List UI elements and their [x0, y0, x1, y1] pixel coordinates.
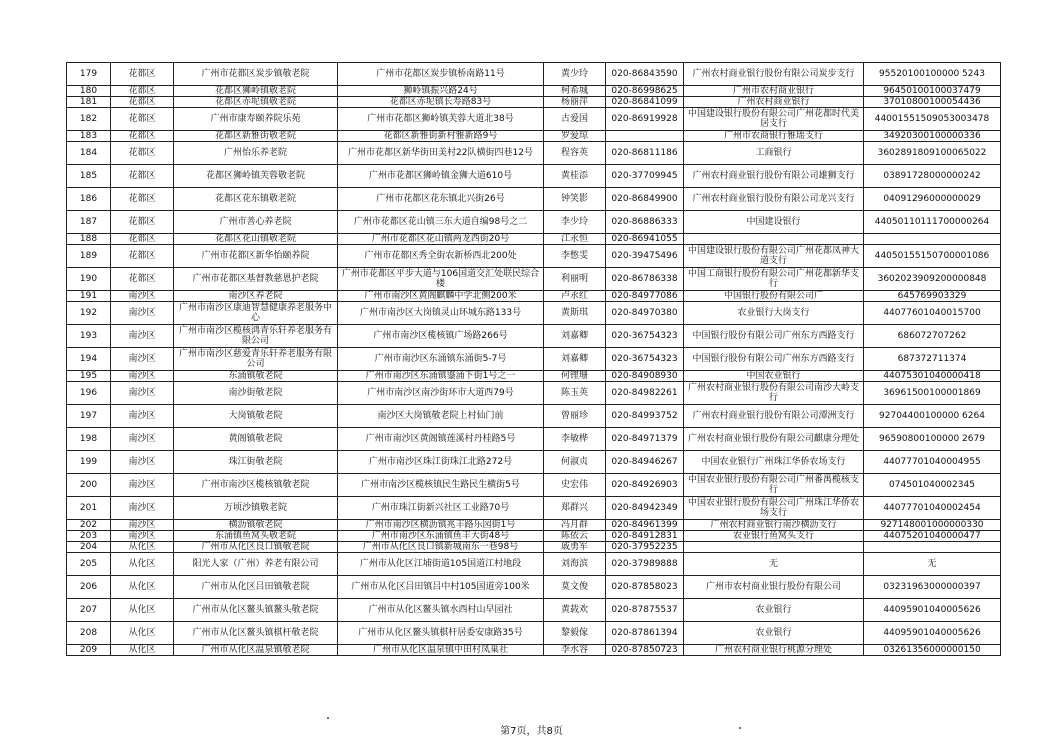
bank-cell: 广州农村商业银行股份有限公司麒康分理处 [684, 428, 864, 451]
phone-cell: 020-86811186 [606, 142, 684, 165]
table-body [67, 63, 1001, 656]
bank-cell: 工商银行 [684, 142, 864, 165]
scan-speck [327, 717, 329, 719]
facility-name-cell: 广州市南沙区康迪智慧健康养老服务中心 [174, 302, 338, 325]
district-cell: 从化区 [111, 576, 174, 599]
address-cell: 广州市花都区花山镇两龙西街20号 [338, 234, 544, 245]
table-row [67, 542, 1001, 553]
phone-cell: 020-84912831 [606, 531, 684, 542]
row-number: 181 [67, 97, 111, 108]
district-cell: 南沙区 [111, 405, 174, 428]
account-cell: 03891728000000242 [864, 165, 1001, 188]
bank-cell: 中国银行股份有限公司广州东方西路支行 [684, 325, 864, 348]
account-cell: 3602023909200000848 [864, 268, 1001, 291]
bank-cell: 中国农业银行股份有限公司广州珠江华侨农场支行 [684, 497, 864, 520]
row-number: 208 [67, 622, 111, 645]
account-cell: 92704400100000 6264 [864, 405, 1001, 428]
address-cell: 南沙区大岗镇敬老院上村仙门前 [338, 405, 544, 428]
account-cell [864, 234, 1001, 245]
address-cell: 广州市南沙区榄核镇民生路民生横街5号 [338, 474, 544, 497]
row-number: 190 [67, 268, 111, 291]
account-cell: 44077601040015700 [864, 302, 1001, 325]
bank-cell: 中国建设银行股份有限公司广州花都时代美居支行 [684, 108, 864, 131]
contact-cell: 利丽明 [544, 268, 606, 291]
bank-cell: 中国建设银行 [684, 211, 864, 234]
row-number: 189 [67, 245, 111, 268]
row-number: 182 [67, 108, 111, 131]
address-cell: 广州市从化区良口镇新城南东一巷98号 [338, 542, 544, 553]
bank-cell: 广州市农商银行雅瑶支行 [684, 131, 864, 142]
contact-cell: 史宏伟 [544, 474, 606, 497]
table-row [67, 131, 1001, 142]
table-row [67, 86, 1001, 97]
row-number: 185 [67, 165, 111, 188]
bank-cell: 中国建设银行股份有限公司广州花都凤神大道支行 [684, 245, 864, 268]
phone-cell: 020-87875537 [606, 599, 684, 622]
account-cell: 96590800100000 2679 [864, 428, 1001, 451]
facility-name-cell: 东涌镇敬老院 [174, 371, 338, 382]
contact-cell: 黄少玲 [544, 63, 606, 86]
table-row [67, 382, 1001, 405]
table-row [67, 165, 1001, 188]
facility-name-cell: 南沙区养老院 [174, 291, 338, 302]
district-cell: 花都区 [111, 188, 174, 211]
table-row [67, 531, 1001, 542]
account-cell: 04091296000000029 [864, 188, 1001, 211]
contact-cell: 江永恒 [544, 234, 606, 245]
facility-name-cell: 东涌镇鱼窝头敬老院 [174, 531, 338, 542]
row-number: 193 [67, 325, 111, 348]
account-cell: 44050155150700001086 [864, 245, 1001, 268]
table-row [67, 553, 1001, 576]
account-cell: 645769903329 [864, 291, 1001, 302]
facility-name-cell: 广州市从化区鳌头镇棋杆敬老院 [174, 622, 338, 645]
phone-cell: 020-86919928 [606, 108, 684, 131]
facility-name-cell: 花都区花东镇敬老院 [174, 188, 338, 211]
facility-name-cell: 万顷沙镇敬老院 [174, 497, 338, 520]
contact-cell: 何淑贞 [544, 451, 606, 474]
facility-name-cell: 黄阁镇敬老院 [174, 428, 338, 451]
phone-cell: 020-84946267 [606, 451, 684, 474]
row-number: 204 [67, 542, 111, 553]
district-cell: 花都区 [111, 131, 174, 142]
bank-cell: 中国银行股份有限公司广州东方西路支行 [684, 348, 864, 371]
district-cell: 南沙区 [111, 428, 174, 451]
address-cell: 广州市从化区吕田镇吕中村105国道旁100米 [338, 576, 544, 599]
facility-name-cell: 花都区赤坭镇敬老院 [174, 97, 338, 108]
table-row [67, 97, 1001, 108]
table-row [67, 142, 1001, 165]
contact-cell: 郑群兴 [544, 497, 606, 520]
address-cell: 广州市珠江街新兴社区工业路70号 [338, 497, 544, 520]
facility-name-cell: 花都区狮岭镇芙蓉敬老院 [174, 165, 338, 188]
address-cell: 广州市南沙区大岗镇灵山环城东路133号 [338, 302, 544, 325]
district-cell: 南沙区 [111, 302, 174, 325]
facility-name-cell: 广州市南沙区榄核镇敬老院 [174, 474, 338, 497]
contact-cell: 程容英 [544, 142, 606, 165]
contact-cell: 钟笑影 [544, 188, 606, 211]
table-row [67, 234, 1001, 245]
phone-cell: 020-36754323 [606, 325, 684, 348]
scan-speck [739, 727, 741, 729]
bank-cell: 农业银行鱼窝头支行 [684, 531, 864, 542]
row-number: 187 [67, 211, 111, 234]
account-cell: 44095901040005626 [864, 622, 1001, 645]
phone-cell: 020-86998625 [606, 86, 684, 97]
district-cell: 南沙区 [111, 474, 174, 497]
bank-cell: 广州农村商业银行桃源分理处 [684, 645, 864, 656]
phone-cell: 020-84926903 [606, 474, 684, 497]
address-cell: 广州市南沙区南沙街环市大道西79号 [338, 382, 544, 405]
address-cell: 广州市从化区温泉镇中田村凤巢社 [338, 645, 544, 656]
bank-cell: 农业银行 [684, 622, 864, 645]
table-row [67, 451, 1001, 474]
row-number: 179 [67, 63, 111, 86]
district-cell: 花都区 [111, 97, 174, 108]
table-row [67, 268, 1001, 291]
district-cell: 从化区 [111, 542, 174, 553]
bank-cell: 中国农业银行广州珠江华侨农场支行 [684, 451, 864, 474]
phone-cell: 020-87850723 [606, 645, 684, 656]
table-row [67, 520, 1001, 531]
facility-name-cell: 南沙街敬老院 [174, 382, 338, 405]
contact-cell: 陈玉英 [544, 382, 606, 405]
district-cell: 花都区 [111, 63, 174, 86]
facility-name-cell: 广州市南沙区榄核鸿青乐轩养老服务有限公司 [174, 325, 338, 348]
facility-name-cell: 广州市花都区新华怡颐养院 [174, 245, 338, 268]
account-cell: 95520100100000 5243 [864, 63, 1001, 86]
district-cell: 从化区 [111, 553, 174, 576]
address-cell: 广州市南沙区珠江街珠江北路272号 [338, 451, 544, 474]
district-cell: 花都区 [111, 142, 174, 165]
contact-cell: 冯月群 [544, 520, 606, 531]
district-cell: 南沙区 [111, 382, 174, 405]
address-cell: 花都区新雅街新村雅新路9号 [338, 131, 544, 142]
phone-cell: 020-84982261 [606, 382, 684, 405]
district-cell: 花都区 [111, 108, 174, 131]
contact-cell: 曾丽珍 [544, 405, 606, 428]
phone-cell: 020-84942349 [606, 497, 684, 520]
phone-cell [606, 131, 684, 142]
address-cell: 广州市花都区狮岭镇芙蓉大道北38号 [338, 108, 544, 131]
row-number: 205 [67, 553, 111, 576]
district-cell: 花都区 [111, 268, 174, 291]
phone-cell: 020-37989888 [606, 553, 684, 576]
address-cell: 广州市南沙区黄阁麒麟中学北侧200米 [338, 291, 544, 302]
row-number: 197 [67, 405, 111, 428]
account-cell: 44095901040005626 [864, 599, 1001, 622]
address-cell: 广州市花都区新华街田美村22队横街四巷12号 [338, 142, 544, 165]
account-cell: 34920300100000336 [864, 131, 1001, 142]
phone-cell: 020-86849900 [606, 188, 684, 211]
bank-cell: 广州农村商业银行股份有限公司雄狮支行 [684, 165, 864, 188]
phone-cell: 020-84993752 [606, 405, 684, 428]
table-row [67, 474, 1001, 497]
phone-cell: 020-84961399 [606, 520, 684, 531]
facility-name-cell: 广州市从化区吕田镇敬老院 [174, 576, 338, 599]
table-row [67, 291, 1001, 302]
phone-cell: 020-86841099 [606, 97, 684, 108]
row-number: 191 [67, 291, 111, 302]
table-row [67, 188, 1001, 211]
district-cell: 南沙区 [111, 497, 174, 520]
bank-cell: 广州市农村商业银行股份有限公司 [684, 576, 864, 599]
page-footer: 第7页，共8页 [500, 726, 563, 737]
address-cell: 广州市南沙区东涌镇鎏涌下街1号之一 [338, 371, 544, 382]
phone-cell: 020-84970380 [606, 302, 684, 325]
district-cell: 南沙区 [111, 531, 174, 542]
table-row [67, 405, 1001, 428]
bank-cell: 广州农村商业银行股份有限公司潭洲支行 [684, 405, 864, 428]
facility-name-cell: 花都区花山镇敬老院 [174, 234, 338, 245]
facility-table-wrapper [66, 62, 1000, 656]
account-cell: 96450100100037479 [864, 86, 1001, 97]
bank-cell [684, 234, 864, 245]
contact-cell: 黎毅傢 [544, 622, 606, 645]
row-number: 195 [67, 371, 111, 382]
facility-name-cell: 花都区狮岭镇敬老院 [174, 86, 338, 97]
facility-name-cell: 广州市花都区炭步镇敬老院 [174, 63, 338, 86]
table-row [67, 599, 1001, 622]
row-number: 209 [67, 645, 111, 656]
table-row [67, 348, 1001, 371]
address-cell: 狮岭镇振兴路24号 [338, 86, 544, 97]
table-row [67, 428, 1001, 451]
facility-name-cell: 广州市善心养老院 [174, 211, 338, 234]
contact-cell: 罗爱琼 [544, 131, 606, 142]
address-cell: 广州市花都区狮岭镇金狮大道610号 [338, 165, 544, 188]
facility-name-cell: 广州怡乐养老院 [174, 142, 338, 165]
table-row [67, 63, 1001, 86]
bank-cell: 无 [684, 553, 864, 576]
account-cell: 37010800100054436 [864, 97, 1001, 108]
bank-cell: 中国工商银行股份有限公司广州花都新华支行 [684, 268, 864, 291]
bank-cell: 中国农业银行股份有限公司广州番禺榄核支行 [684, 474, 864, 497]
facility-name-cell: 广州市从化区良口镇敬老院 [174, 542, 338, 553]
bank-cell: 中国银行股份有限公司广 [684, 291, 864, 302]
account-cell: 927148001000000330 [864, 520, 1001, 531]
contact-cell: 刘嘉卿 [544, 325, 606, 348]
contact-cell: 何锂珊 [544, 371, 606, 382]
account-cell: 44075301040000418 [864, 371, 1001, 382]
facility-name-cell: 珠江街敬老院 [174, 451, 338, 474]
contact-cell: 黄桂添 [544, 165, 606, 188]
facility-name-cell: 大岗镇敬老院 [174, 405, 338, 428]
bank-cell: 广州市农村商业银行 [684, 86, 864, 97]
address-cell: 广州市从化区江埔街道105国道江村地段 [338, 553, 544, 576]
table-row [67, 245, 1001, 268]
row-number: 196 [67, 382, 111, 405]
table-row [67, 211, 1001, 234]
account-cell: 687372711374 [864, 348, 1001, 371]
phone-cell: 020-86786338 [606, 268, 684, 291]
row-number: 184 [67, 142, 111, 165]
district-cell: 南沙区 [111, 520, 174, 531]
account-cell: 686072707262 [864, 325, 1001, 348]
account-cell: 无 [864, 553, 1001, 576]
bank-cell: 广州农村商业银行股份有限公司南沙大岭支行 [684, 382, 864, 405]
phone-cell: 020-84971379 [606, 428, 684, 451]
contact-cell: 黄载欢 [544, 599, 606, 622]
contact-cell: 卢永红 [544, 291, 606, 302]
table-row [67, 325, 1001, 348]
district-cell: 南沙区 [111, 451, 174, 474]
district-cell: 南沙区 [111, 348, 174, 371]
phone-cell: 020-87858023 [606, 576, 684, 599]
account-cell: 44001551509053003478 [864, 108, 1001, 131]
address-cell: 广州市南沙区东涌镇东涌街5-7号 [338, 348, 544, 371]
contact-cell: 杨丽萍 [544, 97, 606, 108]
phone-cell: 020-86843590 [606, 63, 684, 86]
address-cell: 广州市南沙区横沥镇兆丰路乐园街1号 [338, 520, 544, 531]
facility-name-cell: 广州市花都区基督教慈恩护老院 [174, 268, 338, 291]
account-cell: 44077701040004955 [864, 451, 1001, 474]
bank-cell: 农业银行 [684, 599, 864, 622]
address-cell: 广州市花都区秀全街农新桥西北200处 [338, 245, 544, 268]
table-row [67, 371, 1001, 382]
phone-cell: 020-84977086 [606, 291, 684, 302]
account-cell: 03231963000000397 [864, 576, 1001, 599]
district-cell: 从化区 [111, 645, 174, 656]
address-cell: 广州市花都区炭步镇桥南路11号 [338, 63, 544, 86]
phone-cell: 020-84908930 [606, 371, 684, 382]
contact-cell: 莫文俊 [544, 576, 606, 599]
district-cell: 花都区 [111, 245, 174, 268]
address-cell: 花都区赤坭镇长寿路83号 [338, 97, 544, 108]
district-cell: 从化区 [111, 599, 174, 622]
facility-name-cell: 横沥镇敬老院 [174, 520, 338, 531]
account-cell: 03261356000000150 [864, 645, 1001, 656]
table-row [67, 645, 1001, 656]
contact-cell: 李水容 [544, 645, 606, 656]
bank-cell: 中国农业银行 [684, 371, 864, 382]
phone-cell: 020-86941055 [606, 234, 684, 245]
bank-cell: 广州农村商业银行股份有限公司炭步支行 [684, 63, 864, 86]
row-number: 186 [67, 188, 111, 211]
address-cell: 广州市南沙区东涌镇鱼丰大街48号 [338, 531, 544, 542]
phone-cell: 020-39475496 [606, 245, 684, 268]
facility-table [66, 62, 1001, 656]
table-row [67, 302, 1001, 325]
contact-cell: 陈依云 [544, 531, 606, 542]
contact-cell: 李憋雯 [544, 245, 606, 268]
address-cell: 广州市花都区花东镇北兴街26号 [338, 188, 544, 211]
district-cell: 从化区 [111, 622, 174, 645]
address-cell: 广州市花都区花山镇三东大道自编98号之二 [338, 211, 544, 234]
row-number: 201 [67, 497, 111, 520]
account-cell [864, 542, 1001, 553]
phone-cell: 020-86886333 [606, 211, 684, 234]
district-cell: 花都区 [111, 234, 174, 245]
address-cell: 广州市从化区鳌头镇棋杆居委安康路35号 [338, 622, 544, 645]
table-row [67, 497, 1001, 520]
row-number: 183 [67, 131, 111, 142]
account-cell: 44077701040002454 [864, 497, 1001, 520]
district-cell: 花都区 [111, 86, 174, 97]
district-cell: 花都区 [111, 211, 174, 234]
table-row [67, 576, 1001, 599]
account-cell: 3602891809100065022 [864, 142, 1001, 165]
address-cell: 广州市南沙区黄阁镇莲溪村丹桂路5号 [338, 428, 544, 451]
facility-name-cell: 广州市从化区鳌头镇鳌头敬老院 [174, 599, 338, 622]
facility-name-cell: 广州市康寿颐养院乐苑 [174, 108, 338, 131]
phone-cell: 020-37709945 [606, 165, 684, 188]
bank-cell: 广州农村商业银行 [684, 97, 864, 108]
contact-cell: 刘嘉卿 [544, 348, 606, 371]
bank-cell: 广州农村商业银行南沙横沥支行 [684, 520, 864, 531]
row-number: 198 [67, 428, 111, 451]
contact-cell: 古爱国 [544, 108, 606, 131]
address-cell: 广州市从化区鳌头镇水西村山早园社 [338, 599, 544, 622]
phone-cell: 020-87861394 [606, 622, 684, 645]
row-number: 180 [67, 86, 111, 97]
address-cell: 广州市南沙区榄核镇广场路266号 [338, 325, 544, 348]
contact-cell: 黄斯琪 [544, 302, 606, 325]
facility-name-cell: 阳光人家（广州）养老有限公司 [174, 553, 338, 576]
bank-cell: 广州农村商业银行股份有限公司龙兴支行 [684, 188, 864, 211]
row-number: 200 [67, 474, 111, 497]
account-cell: 074501040002345 [864, 474, 1001, 497]
row-number: 206 [67, 576, 111, 599]
account-cell: 44075201040000477 [864, 531, 1001, 542]
row-number: 192 [67, 302, 111, 325]
address-cell: 广州市花都区平步大道与106国道交汇处联民综合楼 [338, 268, 544, 291]
table-row [67, 108, 1001, 131]
account-cell: 36961500100001869 [864, 382, 1001, 405]
contact-cell: 戚勇军 [544, 542, 606, 553]
district-cell: 花都区 [111, 165, 174, 188]
facility-name-cell: 广州市从化区温泉镇敬老院 [174, 645, 338, 656]
facility-name-cell: 广州市南沙区慈爱青乐轩养老服务有限公司 [174, 348, 338, 371]
bank-cell: 农业银行大岗支行 [684, 302, 864, 325]
row-number: 188 [67, 234, 111, 245]
contact-cell: 李少玲 [544, 211, 606, 234]
phone-cell: 020-36754323 [606, 348, 684, 371]
table-row [67, 622, 1001, 645]
contact-cell: 柯希城 [544, 86, 606, 97]
row-number: 207 [67, 599, 111, 622]
row-number: 199 [67, 451, 111, 474]
row-number: 202 [67, 520, 111, 531]
row-number: 194 [67, 348, 111, 371]
phone-cell: 020-37952235 [606, 542, 684, 553]
contact-cell: 李敏桦 [544, 428, 606, 451]
district-cell: 南沙区 [111, 291, 174, 302]
district-cell: 南沙区 [111, 371, 174, 382]
contact-cell: 刘海滨 [544, 553, 606, 576]
row-number: 203 [67, 531, 111, 542]
district-cell: 南沙区 [111, 325, 174, 348]
account-cell: 44050110111700000264 [864, 211, 1001, 234]
facility-name-cell: 花都区新雅街敬老院 [174, 131, 338, 142]
bank-cell [684, 542, 864, 553]
